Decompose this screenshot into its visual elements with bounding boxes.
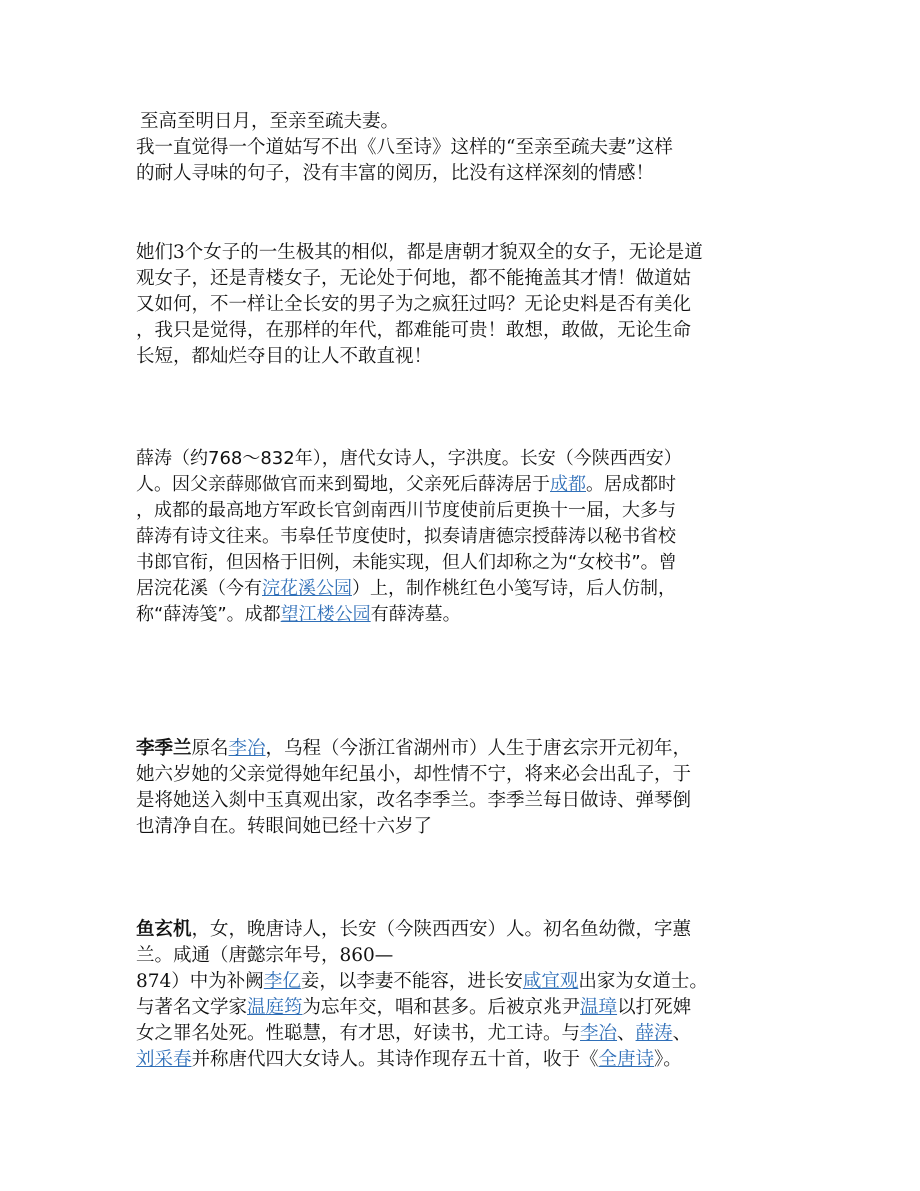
xuetao-line-2-text-a: 人。因父亲薛郧做官而来到蜀地，父亲死后薛涛居于	[136, 474, 550, 495]
lijilan-line-2: 她六岁她的父亲觉得她年纪虽小，却性情不宁，将来必会出乱子，于	[136, 764, 692, 785]
yuxuanji-line-4-text-b: 为忘年交，唱和甚多。后被京兆尹	[302, 997, 581, 1018]
yuxuanji-line-4-text-c: 以打死婢	[617, 997, 692, 1018]
xuetao-paragraph	[136, 446, 781, 628]
lijilan-line-1-text-a: 原名	[191, 738, 229, 759]
link-wenzhang[interactable]: 温璋	[580, 997, 618, 1018]
yuxuanji-paragraph	[136, 917, 781, 1073]
intro-line-1: 至高至明日月，至亲至疏夫妻。	[140, 111, 400, 132]
link-xianyiguan[interactable]: 咸宜观	[522, 971, 579, 992]
lijilan-paragraph	[136, 736, 781, 840]
yuxuanji-line-3-text-b: 妾，以李妻不能容，进长安	[300, 971, 523, 992]
yuxuanji-line-6-text-a: 并称唐代四大女诗人。其诗作现存五十首，收于《	[191, 1049, 599, 1070]
yuxuanji-line-2: 兰。咸通（唐懿宗年号，860—	[136, 945, 394, 966]
link-liye[interactable]: 李冶	[228, 738, 266, 759]
link-wangjianglou-park[interactable]: 望江楼公园	[280, 604, 371, 625]
lijilan-line-4: 也清净自在。转眼间她已经十六岁了	[136, 816, 433, 837]
xuetao-line-7-text-a: 称“薛涛笺”。成都	[136, 604, 281, 625]
xuetao-line-2-text-b: 。居成都时	[586, 474, 676, 495]
summary-line-5: 长短，都灿烂夺目的让人不敢直视！	[136, 346, 433, 367]
xuetao-line-4: 薛涛有诗文往来。韦皋任节度使时，拟奏请唐德宗授薛涛以秘书省校	[136, 526, 676, 547]
intro-line-2: 我一直觉得一个道姑写不出《八至诗》这样的“至亲至疏夫妻”这样	[136, 137, 673, 158]
summary-paragraph	[136, 240, 781, 370]
link-liucaichun[interactable]: 刘采春	[136, 1049, 192, 1070]
link-xuetao[interactable]: 薛涛	[635, 1023, 673, 1044]
xuetao-line-1: 薛涛（约768～832年），唐代女诗人，字洪度。长安（今陕西西安）	[136, 448, 682, 469]
summary-line-1: 她们3个女子的一生极其的相似，都是唐朝才貌双全的女子，无论是道	[136, 242, 703, 263]
yuxuanji-line-6-text-b: 》。	[654, 1049, 682, 1070]
intro-paragraph	[136, 109, 781, 187]
lijilan-line-3: 是将她送入剡中玉真观出家，改名李季兰。李季兰每日做诗、弹琴倒	[136, 790, 692, 811]
xuetao-line-6	[136, 576, 781, 602]
yuxuanji-line-4	[136, 995, 781, 1021]
yuxuanji-line-5-text-a: 女之罪名处死。性聪慧，有才思，好读书，尤工诗。与	[136, 1023, 581, 1044]
xuetao-line-6-text-b: ）上，制作桃红色小笺写诗，后人仿制，	[352, 578, 676, 599]
summary-line-4: ，我只是觉得，在那样的年代，都难能可贵！敢想，敢做，无论生命	[136, 320, 692, 341]
link-quantangshi[interactable]: 全唐诗	[598, 1049, 655, 1070]
link-chengdu[interactable]: 成都	[550, 474, 586, 495]
lijilan-name: 李季兰	[136, 738, 192, 759]
yuxuanji-line-1	[136, 917, 781, 943]
lijilan-line-1-text-b: ，乌程（今浙江省湖州市）人生于唐玄宗开元初年，	[265, 738, 692, 759]
yuxuanji-line-3-text-c: 出家为女道士。	[578, 971, 708, 992]
yuxuanji-line-1-text: ，女，晚唐诗人，长安（今陕西西安）人。初名鱼幼微，字蕙	[191, 919, 692, 940]
xuetao-line-3: ，成都的最高地方军政长官剑南西川节度使前后更换十一届，大多与	[136, 500, 676, 521]
lijilan-line-1	[136, 736, 781, 762]
xuetao-line-5: 书郎官衔，但因格于旧例，未能实现，但人们却称之为“女校书”。曾	[136, 552, 677, 573]
yuxuanji-line-3	[136, 969, 781, 995]
yuxuanji-line-3-text-a: 874）中为补阙	[136, 971, 264, 992]
xuetao-line-2	[136, 472, 781, 498]
yuxuanji-line-5-text-b: 、	[617, 1023, 636, 1044]
link-wentingyun[interactable]: 温庭筠	[247, 997, 303, 1018]
summary-line-2: 观女子，还是青楼女子，无论处于何地，都不能掩盖其才情！做道姑	[136, 268, 692, 289]
yuxuanji-line-6	[136, 1047, 781, 1073]
link-liye-2[interactable]: 李冶	[580, 1023, 618, 1044]
link-huanhuaxi-park[interactable]: 浣花溪公园	[262, 578, 352, 599]
xuetao-line-6-text-a: 居浣花溪（今有	[136, 578, 262, 599]
yuxuanji-line-5-text-c: 、	[672, 1023, 692, 1044]
link-liyi[interactable]: 李亿	[263, 971, 301, 992]
xuetao-line-7	[136, 602, 781, 628]
yuxuanji-name: 鱼玄机	[136, 919, 192, 940]
yuxuanji-line-4-text-a: 与著名文学家	[136, 997, 248, 1018]
intro-line-3: 的耐人寻味的句子，没有丰富的阅历，比没有这样深刻的情感！	[136, 163, 655, 184]
xuetao-line-7-text-b: 有薛涛墓。	[370, 604, 461, 625]
yuxuanji-line-5	[136, 1021, 781, 1047]
summary-line-3: 又如何，不一样让全长安的男子为之疯狂过吗？无论史料是否有美化	[136, 294, 692, 315]
